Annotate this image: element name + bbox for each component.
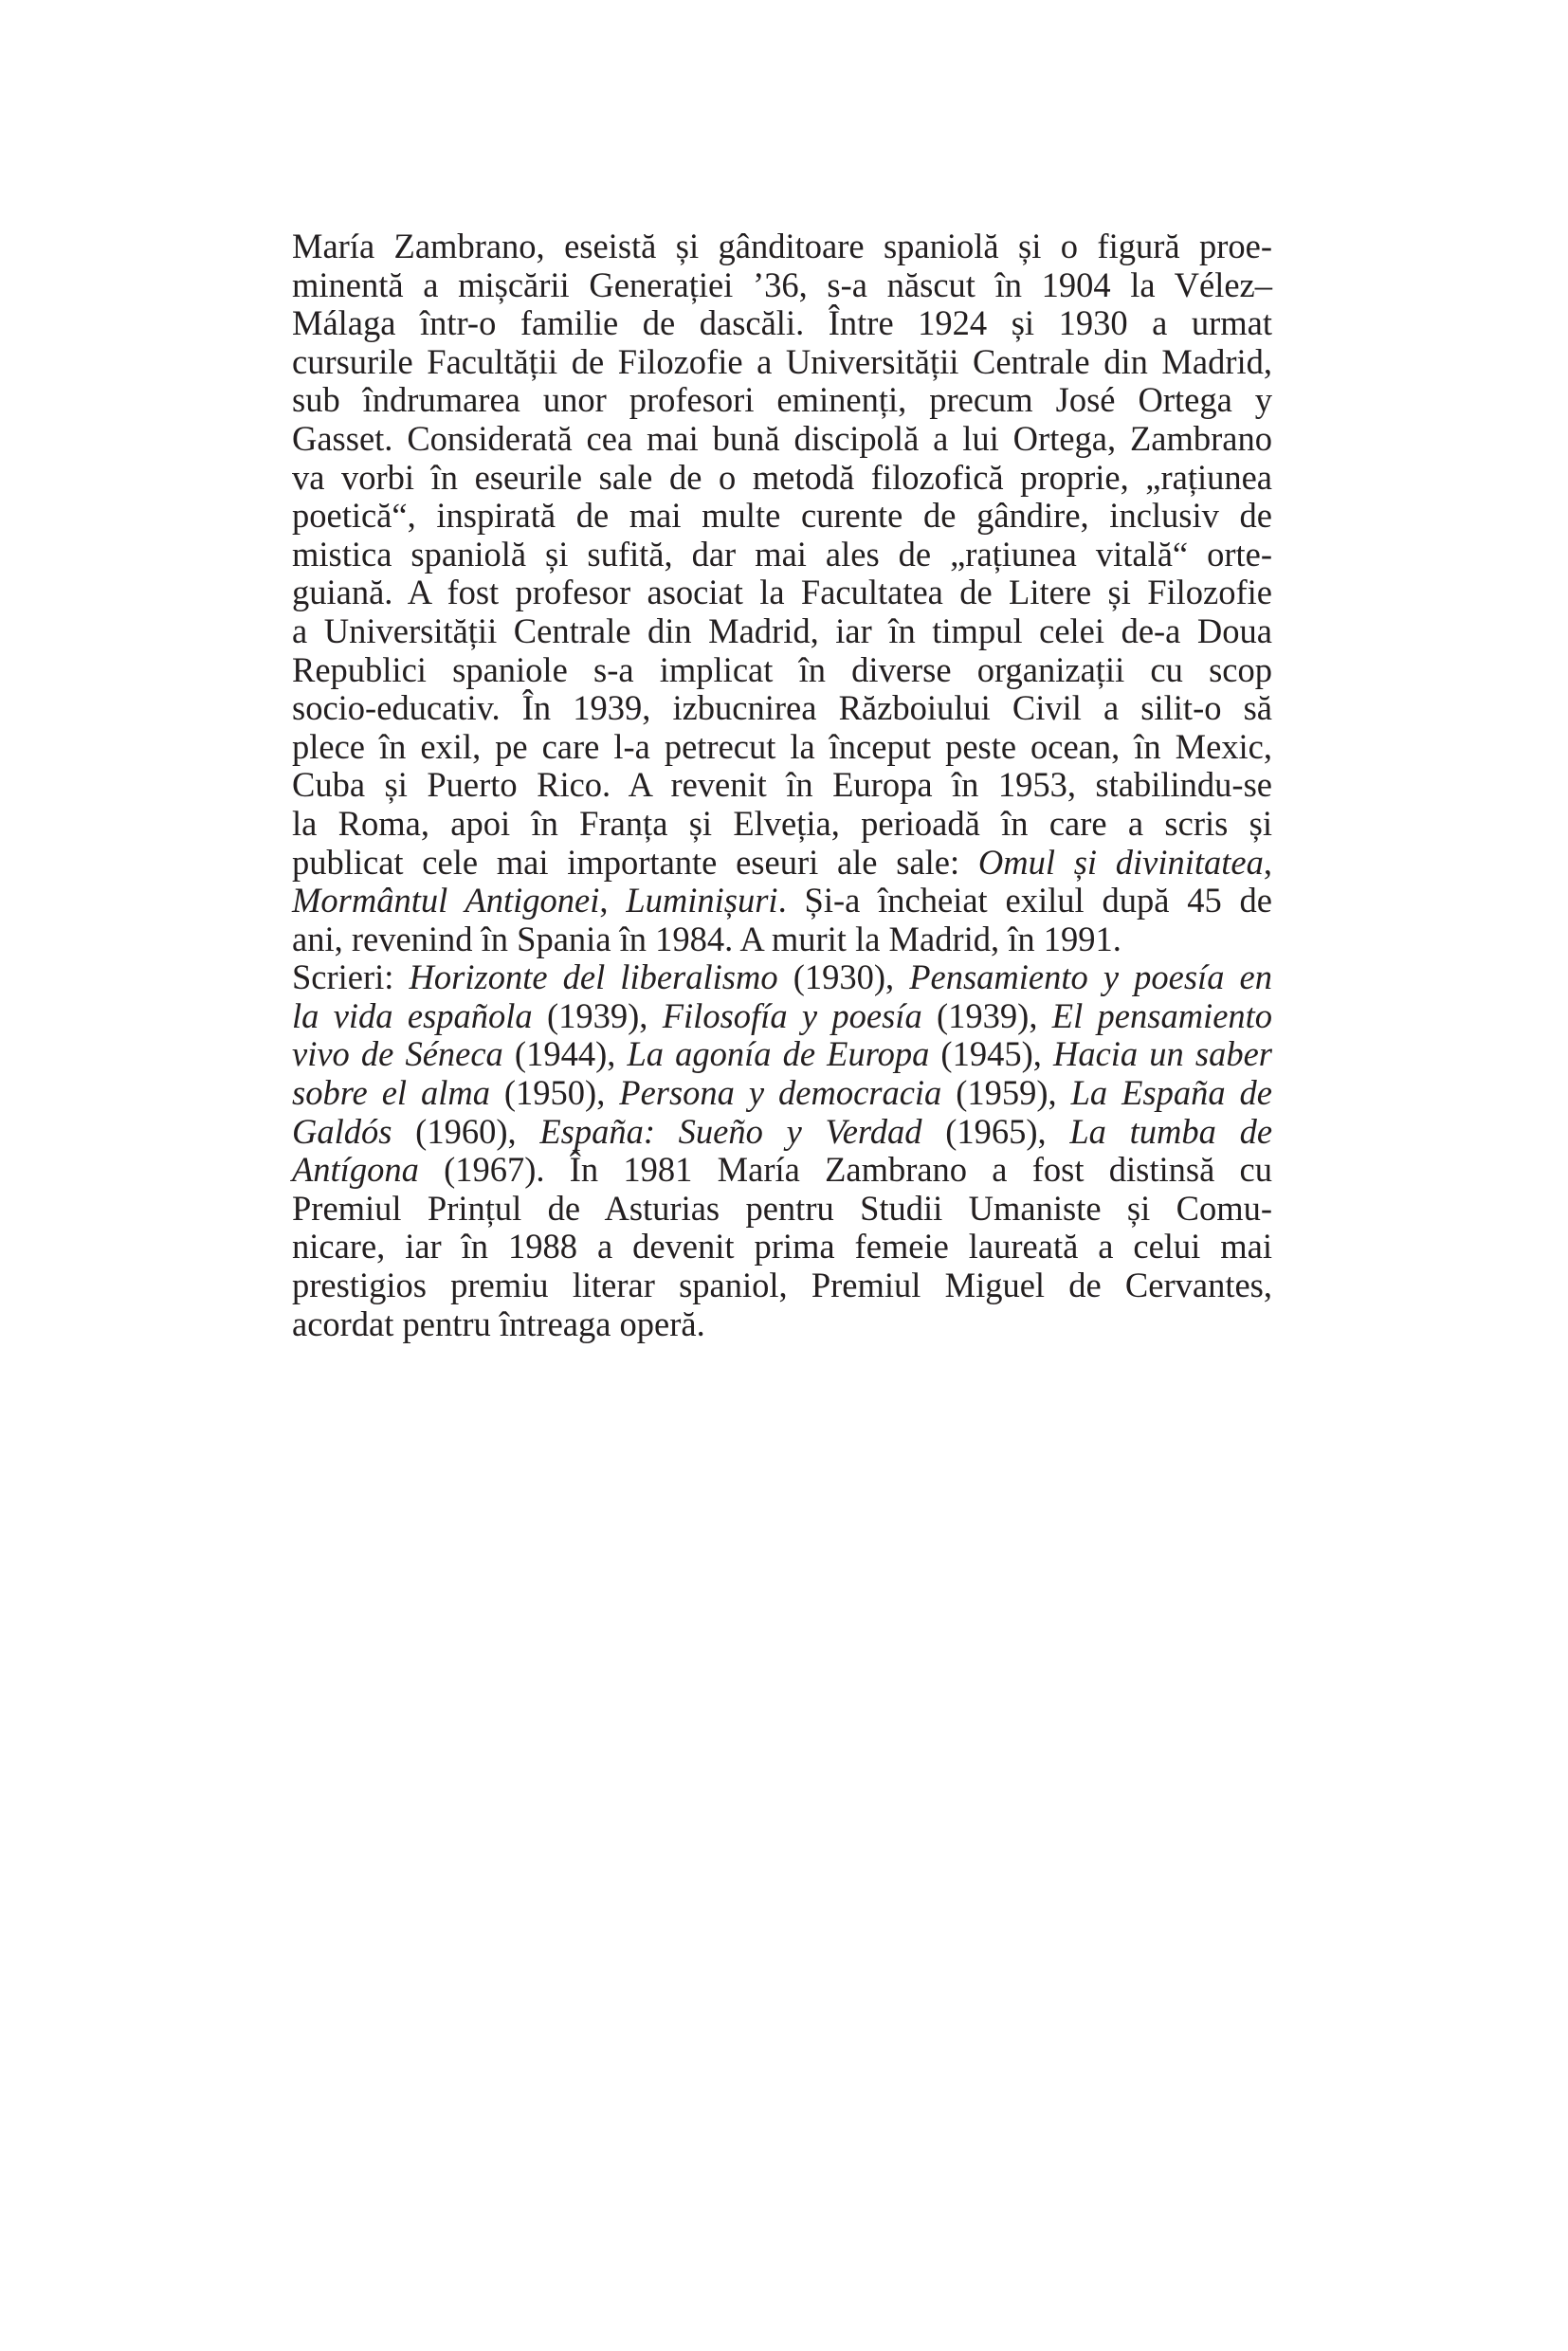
italic-title: La España de — [1070, 1073, 1272, 1113]
text-segment: Premiul Prințul de Asturias pentru Studii Umaniste și Comu- — [292, 1188, 1272, 1228]
text-line — [292, 304, 1272, 343]
text-line — [292, 1267, 1272, 1305]
text-line — [292, 1228, 1272, 1267]
text-line — [292, 728, 1272, 767]
italic-title: sobre el alma — [292, 1073, 490, 1113]
text-line — [292, 651, 1272, 690]
text-line — [292, 997, 1272, 1036]
text-segment: publicat cele mai importante eseuri ale sale: — [292, 842, 978, 882]
italic-title: Horizonte del liberalismo — [409, 957, 778, 997]
italic-title: España: Sueño y Verdad — [539, 1111, 922, 1151]
text-segment: Gasset. Considerată cea mai bună discipolă a lui Ortega, Zambrano — [292, 418, 1272, 458]
text-segment: , — [599, 881, 627, 920]
text-line — [292, 1190, 1272, 1229]
text-line — [292, 805, 1272, 844]
text-segment: poetică“, inspirată de mai multe curente de gândire, inclusiv de — [292, 496, 1272, 536]
text-segment: socio-educativ. În 1939, izbucnirea Războiului Civil a silit-o să — [292, 688, 1272, 728]
text-segment: (1959), — [941, 1073, 1071, 1113]
text-segment: (1965), — [921, 1111, 1070, 1151]
text-segment: (1930), — [777, 957, 910, 997]
italic-title: Omul și divinitatea — [977, 842, 1264, 882]
text-segment: guiană. A fost profesor asociat la Facultatea de Litere și Filozofie — [292, 573, 1272, 612]
biography-text — [292, 228, 1272, 1343]
text-line — [292, 266, 1272, 305]
text-segment: Scrieri: — [292, 957, 410, 997]
text-line — [292, 920, 1272, 959]
italic-title: Hacia un saber — [1052, 1034, 1273, 1074]
text-line — [292, 1305, 1272, 1344]
text-segment: sub îndrumarea unor profesori eminenți, precum José Ortega y — [292, 380, 1272, 420]
italic-title: El pensamiento — [1051, 995, 1273, 1035]
text-line — [292, 958, 1272, 997]
text-line — [292, 459, 1272, 498]
italic-title: Galdós — [292, 1111, 392, 1151]
text-segment: a Universității Centrale din Madrid, iar în timpul celei de-a Doua — [292, 611, 1272, 650]
italic-title: La agonía de Europa — [627, 1034, 930, 1074]
text-line — [292, 882, 1272, 920]
italic-title: La tumba de — [1069, 1111, 1273, 1151]
text-segment: mistica spaniolă și sufită, dar mai ales de „rațiunea vitală“ orte- — [292, 534, 1272, 574]
text-segment: (1945), — [929, 1034, 1053, 1074]
text-segment: (1939), — [921, 995, 1052, 1035]
text-segment: plece în exil, pe care l-a petrecut la început peste ocean, în Mexic, — [292, 726, 1272, 766]
italic-title: Luminișuri — [626, 881, 778, 920]
text-line — [292, 612, 1272, 651]
text-line — [292, 1074, 1272, 1113]
italic-title: Pensamiento y poesía en — [909, 957, 1272, 997]
text-segment: (1939), — [532, 995, 663, 1035]
text-segment: (1950), — [489, 1073, 620, 1113]
text-segment: , — [1263, 842, 1273, 882]
text-segment: acordat pentru întreaga operă. — [292, 1303, 705, 1343]
text-segment: (1967). În 1981 María Zambrano a fost distinsă cu — [418, 1150, 1272, 1190]
text-segment: ani, revenind în Spania în 1984. A murit la Madrid, în 1991. — [292, 919, 1121, 958]
text-line — [292, 574, 1272, 612]
text-segment: nicare, iar în 1988 a devenit prima femeie laureată a celui mai — [292, 1227, 1272, 1267]
italic-title: la vida española — [292, 995, 533, 1035]
text-line — [292, 343, 1272, 382]
text-segment: minentă a mișcării Generației ’36, s-a născut în 1904 la Vélez– — [292, 264, 1272, 304]
italic-title: Filosofía y poesía — [662, 995, 922, 1035]
text-line — [292, 228, 1272, 266]
italic-title: Persona y democracia — [619, 1073, 942, 1113]
text-line — [292, 1151, 1272, 1190]
italic-title: Mormântul Antigonei — [292, 881, 600, 920]
text-segment: (1960), — [392, 1111, 540, 1151]
text-line — [292, 536, 1272, 574]
text-segment: Cuba și Puerto Rico. A revenit în Europa în 1953, stabilindu-se — [292, 765, 1272, 805]
text-line — [292, 497, 1272, 536]
text-line — [292, 1113, 1272, 1152]
text-segment: prestigios premiu literar spaniol, Premiul Miguel de Cervantes, — [292, 1266, 1272, 1305]
text-segment: cursurile Facultății de Filozofie a Universității Centrale din Madrid, — [292, 341, 1272, 381]
text-line — [292, 844, 1272, 883]
text-segment: Republici spaniole s-a implicat în diverse organizații cu scop — [292, 649, 1272, 689]
italic-title: vivo de Séneca — [292, 1034, 503, 1074]
text-segment: (1944), — [502, 1034, 628, 1074]
text-segment: . Și-a încheiat exilul după 45 de — [777, 881, 1273, 920]
text-segment: María Zambrano, eseistă și gânditoare spaniolă și o figură proe- — [292, 227, 1272, 265]
text-line — [292, 1035, 1272, 1074]
text-line — [292, 766, 1272, 805]
text-segment: va vorbi în eseurile sale de o metodă filozofică proprie, „rațiunea — [292, 457, 1272, 497]
text-line — [292, 381, 1272, 420]
text-line — [292, 689, 1272, 728]
text-line — [292, 420, 1272, 459]
italic-title: Antígona — [292, 1150, 419, 1190]
text-segment: la Roma, apoi în Franța și Elveția, perioadă în care a scris și — [292, 803, 1272, 843]
text-segment: Málaga într-o familie de dascăli. Între 1924 și 1930 a urmat — [292, 303, 1272, 343]
